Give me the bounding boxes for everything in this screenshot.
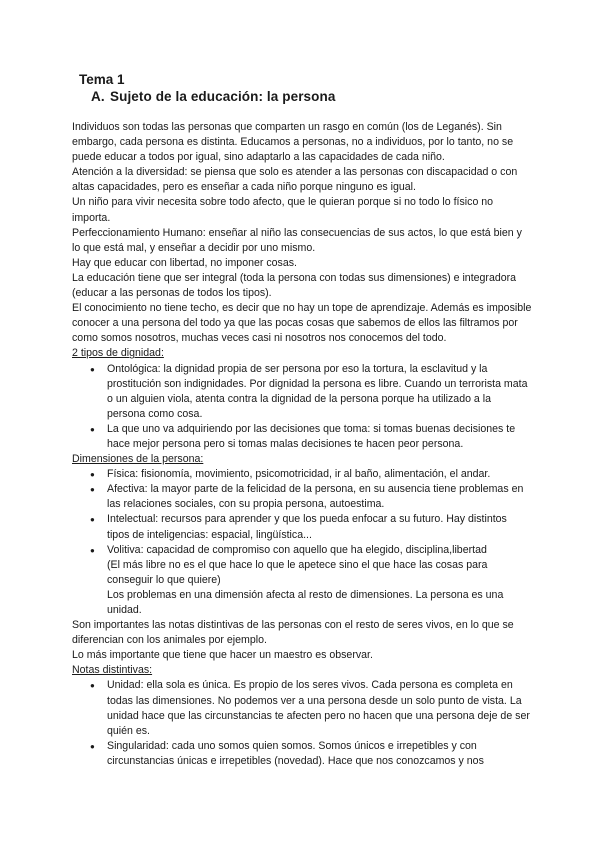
list-item-text: Singularidad: cada uno somos quien somos. Somos únicos e irrepetibles y con circunstancias únicas e irrepetibles (novedad). Hace que nos conozcamos y nos <box>107 739 484 767</box>
paragraph: Atención a la diversidad: se piensa que solo es atender a las personas con discapacidad o con altas capacidades, pero es enseñar a cada niño porque ninguno es igual. <box>72 166 518 194</box>
list-item-text: La que uno va adquiriendo por las decisiones que toma: si tomas buenas decisiones te hace mejor persona pero si tomas malas decisiones te hacen peor persona. <box>107 422 516 450</box>
bullet-icon: ● <box>90 470 95 480</box>
list-item <box>72 678 532 738</box>
paragraph: Perfeccionamiento Humano: enseñar al niño las consecuencias de sus actos, lo que está bien y lo que está mal, y enseñar a decidir por uno mismo. <box>72 226 522 254</box>
paragraph: El conocimiento no tiene techo, es decir que no hay un tope de aprendizaje. Además es imposible conocer a una persona del todo ya que las pocas cosas que sabemos de ellos las filtramos por como somos nosotros, muchas veces casi ni nosotros nos conocemos del todo. <box>72 302 532 345</box>
dignidad-list <box>72 362 532 453</box>
page-title: Tema 1 <box>79 72 125 87</box>
bullet-icon: ● <box>90 515 95 525</box>
list-item <box>72 467 532 482</box>
notas-list <box>72 678 532 769</box>
volitiva-note: Los problemas en una dimensión afecta al resto de dimensiones. La persona es una unidad. <box>107 588 504 616</box>
list-item <box>72 422 532 452</box>
list-item <box>72 512 532 542</box>
bullet-icon: ● <box>90 741 95 751</box>
bullet-icon: ● <box>90 424 95 434</box>
bullet-icon: ● <box>90 485 95 495</box>
section-heading <box>91 89 335 104</box>
bullet-icon: ● <box>90 681 95 691</box>
list-item-text: Volitiva: capacidad de compromiso con aquello que ha elegido, disciplina,libertad <box>107 543 487 556</box>
list-item <box>72 362 532 422</box>
document-body <box>72 120 532 769</box>
section-title: Sujeto de la educación: la persona <box>110 89 336 104</box>
bullet-icon: ● <box>90 545 95 555</box>
dignidad-heading: 2 tipos de dignidad: <box>72 347 164 360</box>
list-item-text: Física: fisionomía, movimiento, psicomotricidad, ir al baño, alimentación, el andar. <box>107 468 491 481</box>
paragraph: Hay que educar con libertad, no imponer cosas. <box>72 256 297 269</box>
paragraph: Lo más importante que tiene que hacer un maestro es observar. <box>72 649 373 662</box>
list-item-text: Afectiva: la mayor parte de la felicidad de la persona, en su ausencia tiene problemas en las relaciones sociales, con su propia persona, autoestima. <box>107 483 524 511</box>
list-item-text: Intelectual: recursos para aprender y que los pueda enfocar a su futuro. Hay distintos tipos de inteligencias: espacial, lingüística... <box>107 513 507 541</box>
list-item-text: Ontológica: la dignidad propia de ser persona por eso la tortura, la esclavitud y la prostitución son indignidades. Por dignidad la persona es libre. Cuando un terrorista mata o un alguien viola, atenta contra la dignidad de la persona porque ha utilizado a la persona como cosa. <box>107 362 528 420</box>
section-number: A. <box>91 89 105 104</box>
notas-heading: Notas distintivas: <box>72 664 153 677</box>
list-item <box>72 482 532 512</box>
list-item <box>72 543 532 558</box>
bullet-icon: ● <box>90 364 95 374</box>
dimensiones-list <box>72 467 532 558</box>
list-item <box>72 739 532 769</box>
paragraph: Son importantes las notas distintivas de las personas con el resto de seres vivos, en lo que se diferencian con los animales por ejemplo. <box>72 619 514 647</box>
paragraph: Individuos son todas las personas que comparten un rasgo en común (los de Leganés). Sin embargo, cada persona es distinta. Educamos a personas, no a individuos, por lo tanto, no se puede educar a todos por igual, sino adaptarlo a las capacidades de cada niño. <box>72 121 514 164</box>
dimensiones-heading: Dimensiones de la persona: <box>72 453 204 466</box>
paragraph: La educación tiene que ser integral (toda la persona con todas sus dimensiones) e integradora (educar a las personas de todos los tipos). <box>72 271 517 300</box>
list-item-text: Unidad: ella sola es única. Es propio de los seres vivos. Cada persona es completa en todas las dimensiones. No podemos ver a una persona desde un solo punto de vista. La unidad hace que las circunstancias te afecten pero no hacen que una persona deje de ser quién es. <box>107 679 530 737</box>
paragraph: Un niño para vivir necesita sobre todo afecto, que le quieran porque si no todo lo físico no importa. <box>72 196 494 224</box>
volitiva-note: (El más libre no es el que hace lo que le apetece sino el que hace las cosas para conseguir lo que quiere) <box>107 558 488 586</box>
